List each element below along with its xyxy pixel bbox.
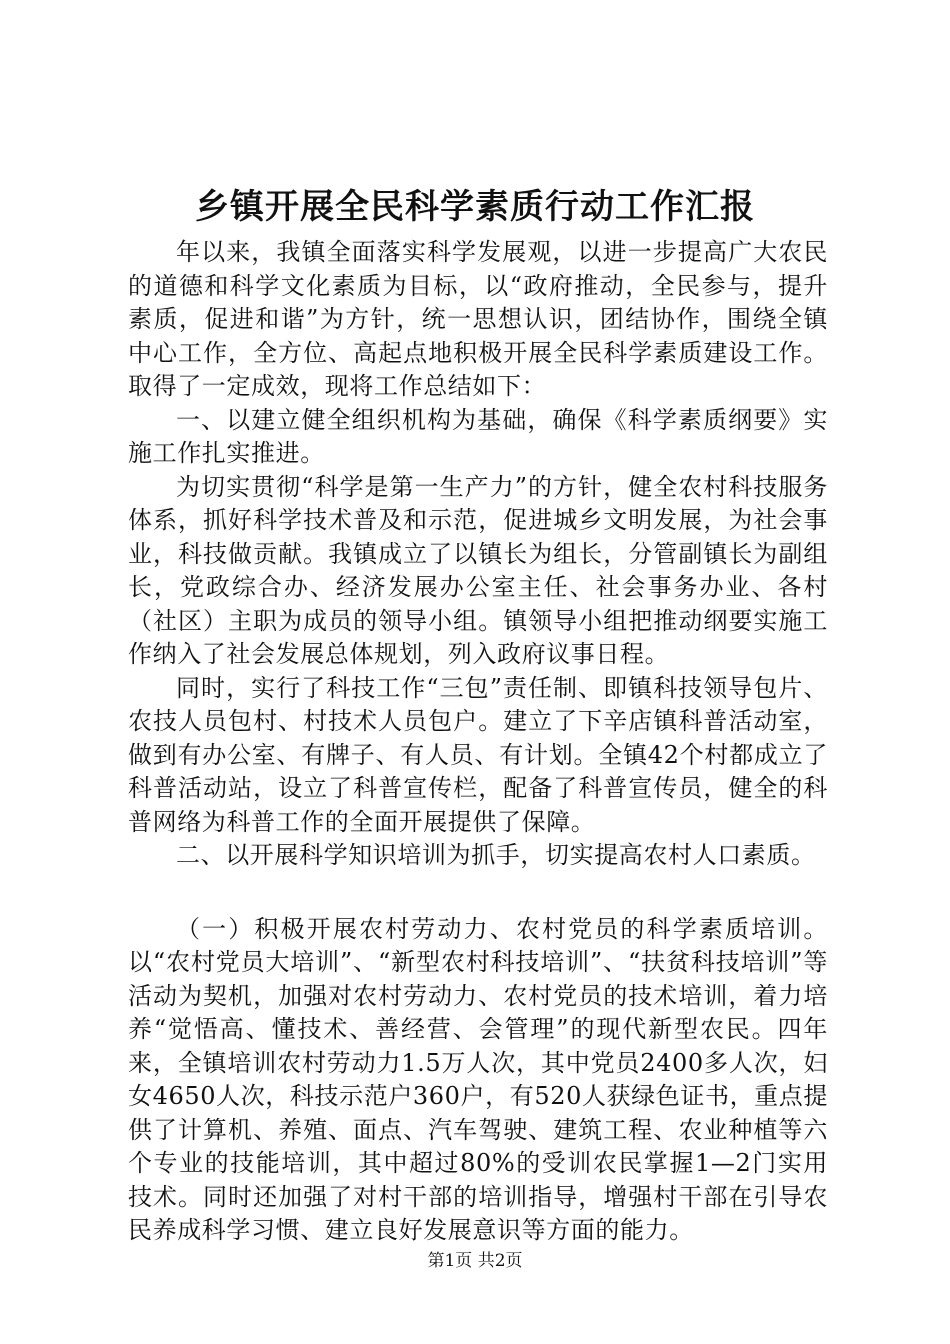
section-one-paragraph-1: 为切实贯彻“科学是第一生产力”的方针，健全农村科技服务体系，抓好科学技术普及和示范，促进城乡文明发展，为社会事业，科技做贡献。我镇成立了以镇长为组长，分管副镇长为副组长，党政综合办、经济发展办公室主任、社会事务办业、各村（社区）主职为成员的领导小组。镇领导小组把推动纲要实施工作纳入了社会发展总体规划，列入政府议事日程。 [128,472,828,668]
section-two-heading: 二、以开展科学知识培训为抓手，切实提高农村人口素质。 [176,841,816,869]
page-footer: 第1页 共2页 [427,1251,523,1271]
paragraph-spacer [128,873,828,913]
section-one-paragraph-2: 同时，实行了科技工作“三包”责任制、即镇科技领导包片、农技人员包村、村技术人员包户。建立了下辛店镇科普活动室，做到有办公室、有牌子、有人员、有计划。全镇42个村都成立了科普活动站，设立了科普宣传栏，配备了科普宣传员，健全的科普网络为科普工作的全面开展提供了保障。 [128,673,828,836]
document-body [128,236,828,1248]
intro-paragraph: 年以来，我镇全面落实科学发展观，以进一步提高广大农民的道德和科学文化素质为目标，以“政府推动，全民参与，提升素质，促进和谐”为方针，统一思想认识，团结协作，围绕全镇中心工作，全方位、高起点地积极开展全民科学素质建设工作。取得了一定成效，现将工作总结如下： [128,238,828,400]
section-one-heading: 一、以建立健全组织机构为基础，确保《科学素质纲要》实施工作扎实推进。 [128,405,828,467]
document-title: 乡镇开展全民科学素质行动工作汇报 [195,187,755,227]
section-two-paragraph-1: （一）积极开展农村劳动力、农村党员的科学素质培训。以“农村党员大培训”、“新型农村科技培训”、“扶贫科技培训”等活动为契机，加强对农村劳动力、农村党员的技术培训，着力培养“觉悟高、懂技术、善经营、会管理”的现代新型农民。四年来，全镇培训农村劳动力1.5万人次，其中党员2400多人次，妇女4650人次，科技示范户360户，有520人获绿色证书，重点提供了计算机、养殖、面点、汽车驾驶、建筑工程、农业种植等六个专业的技能培训，其中超过80%的受训农民掌握1—2门实用技术。同时还加强了对村干部的培训指导，增强村干部在引导农民养成科学习惯、建立良好发展意识等方面的能力。 [128,914,828,1244]
